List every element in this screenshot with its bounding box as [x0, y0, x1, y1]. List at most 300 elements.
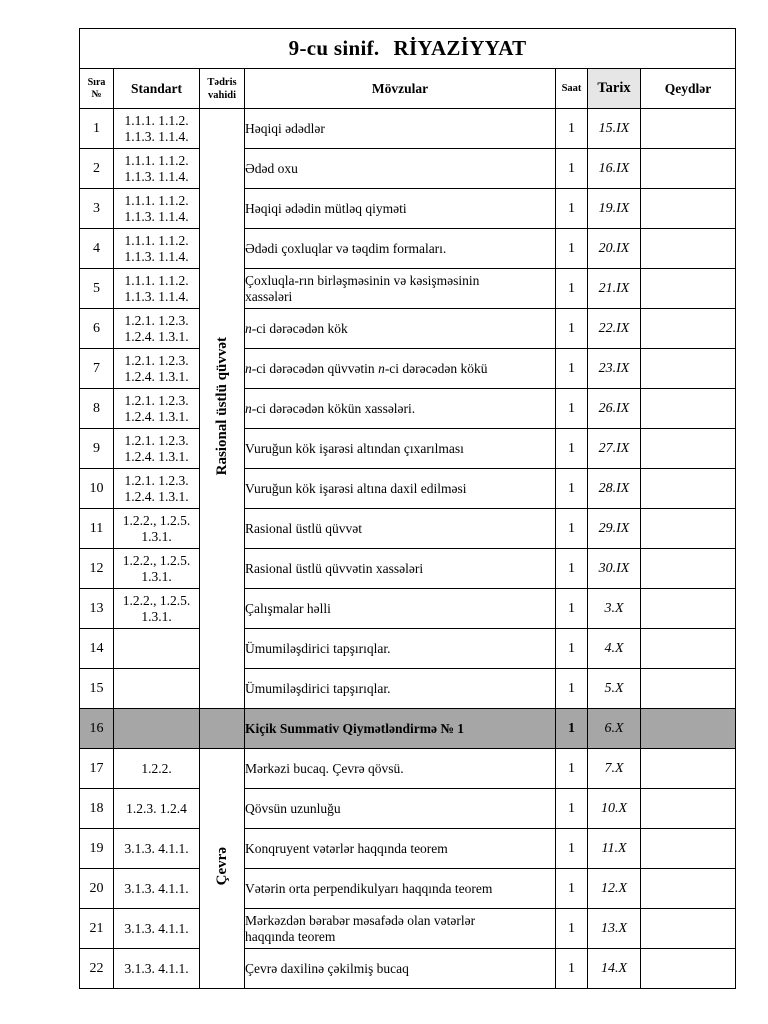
row-number — [80, 309, 114, 349]
table-row — [80, 549, 736, 589]
saat-value: 1 — [568, 160, 575, 176]
topic-text: -ci dərəcədən qüvvətin n-ci dərəcədən kökü — [251, 360, 488, 376]
tarix-value: 11.X — [601, 840, 627, 856]
table-row — [80, 509, 736, 549]
row-number-value: 9 — [93, 440, 100, 456]
row-qeyd — [641, 869, 736, 909]
saat-value: 1 — [568, 880, 575, 896]
saat-value: 1 — [568, 400, 575, 416]
topic-text: Vətərin orta perpendikulyarı haqqında teorem — [245, 880, 493, 896]
standart-line2: 1.3.1. — [141, 528, 172, 544]
row-number-value: 4 — [93, 240, 100, 256]
standart-line1: 1.2.3. 1.2.4 — [126, 800, 187, 816]
standart-line2: 1.2.4. 1.3.1. — [124, 448, 189, 464]
row-qeyd — [641, 469, 736, 509]
row-number-value: 15 — [89, 680, 104, 696]
row-number-value: 2 — [93, 160, 100, 176]
table-row — [80, 669, 736, 709]
saat-value: 1 — [568, 440, 575, 456]
row-qeyd — [641, 349, 736, 389]
table-row — [80, 149, 736, 189]
row-saat — [556, 629, 588, 669]
standart-line1: 3.1.3. 4.1.1. — [124, 920, 189, 936]
title-subject: RİYAZİYYAT — [393, 36, 527, 60]
tarix-value: 29.IX — [598, 520, 630, 536]
row-tarix — [588, 309, 641, 349]
row-standart — [114, 669, 200, 709]
saat-value: 1 — [568, 520, 575, 536]
row-qeyd — [641, 589, 736, 629]
row-number-value: 5 — [93, 280, 100, 296]
saat-value: 1 — [568, 600, 575, 616]
tarix-value: 15.IX — [598, 120, 630, 136]
tarix-value: 16.IX — [598, 160, 630, 176]
row-standart — [114, 509, 200, 549]
row-topic — [245, 429, 556, 469]
tarix-value: 23.IX — [598, 360, 630, 376]
topic-text: Mərkəzi bucaq. Çevrə qövsü. — [245, 760, 404, 776]
standart-line1: 1.2.2. — [141, 760, 172, 776]
topic-text: Mərkəzdən bərabər məsafədə olan vətərlər — [245, 912, 476, 928]
row-saat — [556, 429, 588, 469]
table-row — [80, 749, 736, 789]
teaching-unit-cell-empty — [200, 709, 245, 749]
tarix-value: 27.IX — [598, 440, 630, 456]
table-row — [80, 949, 736, 989]
row-number-value: 6 — [93, 320, 100, 336]
tarix-value: 14.X — [600, 960, 628, 976]
row-number-value: 20 — [89, 880, 104, 896]
row-saat — [556, 589, 588, 629]
table-header-row — [80, 69, 736, 109]
row-qeyd — [641, 549, 736, 589]
tarix-value: 30.IX — [598, 560, 630, 576]
row-qeyd — [641, 629, 736, 669]
table-row — [80, 429, 736, 469]
tarix-value: 5.X — [604, 680, 624, 696]
row-standart — [114, 589, 200, 629]
tarix-value: 4.X — [604, 640, 624, 656]
topic-text: Çevrə daxilinə çəkilmiş bucaq — [245, 960, 409, 976]
row-number-value: 13 — [89, 600, 104, 616]
tarix-value: 13.X — [600, 920, 628, 936]
topic-text-line2: haqqında teorem — [245, 928, 336, 944]
tarix-value: 6.X — [604, 720, 624, 736]
standart-line1: 1.2.1. 1.2.3. — [124, 312, 189, 328]
topic-text: Rasional üstlü qüvvət — [245, 520, 362, 536]
saat-value: 1 — [568, 760, 575, 776]
standart-line2: 1.1.3. 1.1.4. — [124, 248, 189, 264]
row-tarix — [588, 749, 641, 789]
standart-line2: 1.1.3. 1.1.4. — [124, 128, 189, 144]
row-number — [80, 149, 114, 189]
row-number-value: 19 — [89, 840, 104, 856]
row-tarix — [588, 429, 641, 469]
table-body — [80, 109, 736, 989]
topic-text: Həqiqi ədədin mütləq qiyməti — [245, 200, 407, 216]
row-saat — [556, 949, 588, 989]
standart-line2: 1.1.3. 1.1.4. — [124, 168, 189, 184]
row-number — [80, 509, 114, 549]
row-topic — [245, 789, 556, 829]
row-number — [80, 909, 114, 949]
row-number — [80, 669, 114, 709]
row-qeyd — [641, 429, 736, 469]
table-row — [80, 309, 736, 349]
row-number — [80, 389, 114, 429]
lesson-plan-table — [79, 28, 736, 989]
standart-line2: 1.1.3. 1.1.4. — [124, 288, 189, 304]
row-standart — [114, 549, 200, 589]
header-tedris-line2: vahidi — [207, 89, 236, 101]
row-topic — [245, 829, 556, 869]
row-standart — [114, 189, 200, 229]
standart-line1: 1.2.2., 1.2.5. — [122, 512, 191, 528]
row-standart — [114, 269, 200, 309]
saat-value: 1 — [568, 840, 575, 856]
saat-value: 1 — [568, 680, 575, 696]
row-standart — [114, 349, 200, 389]
standart-line2: 1.3.1. — [141, 608, 172, 624]
row-tarix — [588, 789, 641, 829]
row-qeyd — [641, 909, 736, 949]
row-saat — [556, 109, 588, 149]
row-tarix — [588, 389, 641, 429]
teaching-unit-label: Rasional üstlü qüvvət — [213, 336, 230, 476]
row-qeyd — [641, 749, 736, 789]
row-number-value: 12 — [89, 560, 104, 576]
row-saat — [556, 229, 588, 269]
standart-line1: 1.1.1. 1.1.2. — [124, 192, 189, 208]
row-standart — [114, 389, 200, 429]
topic-text: -ci dərəcədən kök — [251, 320, 348, 336]
row-standart — [114, 909, 200, 949]
topic-text: Ümumiləşdirici tapşırıqlar. — [245, 640, 391, 656]
tarix-value: 10.X — [600, 800, 628, 816]
row-saat — [556, 349, 588, 389]
row-tarix — [588, 149, 641, 189]
row-number — [80, 429, 114, 469]
row-number-value: 7 — [93, 360, 100, 376]
row-number — [80, 549, 114, 589]
table-row — [80, 909, 736, 949]
standart-line2: 1.2.4. 1.3.1. — [124, 408, 189, 424]
row-tarix — [588, 589, 641, 629]
topic-variable: n — [378, 360, 385, 376]
row-number — [80, 789, 114, 829]
standart-line1: 1.1.1. 1.1.2. — [124, 112, 189, 128]
standart-line1: 1.1.1. 1.1.2. — [124, 152, 189, 168]
row-number-value: 1 — [93, 120, 100, 136]
row-qeyd — [641, 669, 736, 709]
row-topic — [245, 629, 556, 669]
topic-text-line2: xassələri — [245, 288, 293, 304]
row-qeyd — [641, 789, 736, 829]
topic-text: Vuruğun kök işarəsi altından çıxarılması — [245, 440, 464, 456]
tarix-value: 22.IX — [598, 320, 630, 336]
row-standart — [114, 869, 200, 909]
row-qeyd — [641, 309, 736, 349]
header-sira-label: Sıra — [87, 76, 106, 88]
row-topic — [245, 229, 556, 269]
table-row — [80, 469, 736, 509]
row-number — [80, 869, 114, 909]
tarix-value: 19.IX — [598, 200, 630, 216]
row-tarix — [588, 829, 641, 869]
row-qeyd — [641, 189, 736, 229]
standart-line2: 1.1.3. 1.1.4. — [124, 208, 189, 224]
row-standart — [114, 949, 200, 989]
row-tarix — [588, 949, 641, 989]
row-saat — [556, 509, 588, 549]
row-qeyd — [641, 829, 736, 869]
table-row — [80, 829, 736, 869]
saat-value: 1 — [568, 920, 575, 936]
row-qeyd — [641, 949, 736, 989]
row-tarix — [588, 709, 641, 749]
topic-text: Kiçik Summativ Qiymətləndirmə № 1 — [245, 720, 465, 736]
table-row — [80, 269, 736, 309]
row-saat — [556, 709, 588, 749]
row-topic — [245, 909, 556, 949]
row-standart — [114, 749, 200, 789]
row-number — [80, 629, 114, 669]
teaching-unit-cell — [200, 749, 245, 989]
title-grade: 9-cu sinif. — [288, 36, 380, 60]
topic-text: Ümumiləşdirici tapşırıqlar. — [245, 680, 391, 696]
standart-line2: 1.2.4. 1.3.1. — [124, 368, 189, 384]
standart-line2: 1.2.4. 1.3.1. — [124, 488, 189, 504]
saat-value: 1 — [568, 480, 575, 496]
saat-value: 1 — [568, 960, 575, 976]
row-standart — [114, 709, 200, 749]
row-number-value: 21 — [89, 920, 104, 936]
saat-value: 1 — [568, 280, 575, 296]
row-standart — [114, 229, 200, 269]
row-tarix — [588, 229, 641, 269]
header-sira-number-sign: № — [91, 88, 102, 100]
table-row — [80, 789, 736, 829]
row-tarix — [588, 269, 641, 309]
row-topic — [245, 109, 556, 149]
row-topic — [245, 269, 556, 309]
row-topic — [245, 709, 556, 749]
saat-value: 1 — [568, 640, 575, 656]
row-number-value: 3 — [93, 200, 100, 216]
row-tarix — [588, 909, 641, 949]
row-qeyd — [641, 109, 736, 149]
page-title — [80, 29, 736, 69]
teaching-unit-cell — [200, 109, 245, 709]
row-tarix — [588, 469, 641, 509]
row-number — [80, 709, 114, 749]
row-number — [80, 589, 114, 629]
saat-value: 1 — [568, 560, 575, 576]
row-topic — [245, 349, 556, 389]
topic-text: Qövsün uzunluğu — [245, 800, 341, 816]
row-saat — [556, 269, 588, 309]
topic-text: Vuruğun kök işarəsi altına daxil edilməsi — [245, 480, 467, 496]
saat-value: 1 — [568, 200, 575, 216]
header-movzular: Mövzular — [245, 69, 556, 109]
topic-text: Çoxluqla-rın birləşməsinin və kəsişməsinin — [245, 272, 480, 288]
topic-text: Ədəd oxu — [245, 160, 298, 176]
row-topic — [245, 549, 556, 589]
row-qeyd — [641, 389, 736, 429]
table-row — [80, 109, 736, 149]
standart-line1: 1.2.1. 1.2.3. — [124, 472, 189, 488]
saat-value: 1 — [568, 120, 575, 136]
topic-text: Çalışmalar həlli — [245, 600, 331, 616]
standart-line2: 1.3.1. — [141, 568, 172, 584]
table-row — [80, 229, 736, 269]
topic-variable: n — [245, 360, 252, 376]
topic-variable: n — [245, 320, 252, 336]
row-standart — [114, 789, 200, 829]
topic-variable: n — [245, 400, 252, 416]
row-saat — [556, 669, 588, 709]
row-number — [80, 949, 114, 989]
row-qeyd — [641, 269, 736, 309]
row-saat — [556, 389, 588, 429]
table-row — [80, 629, 736, 669]
header-standart: Standart — [114, 69, 200, 109]
row-number — [80, 469, 114, 509]
standart-line1: 1.2.2., 1.2.5. — [122, 592, 191, 608]
row-tarix — [588, 669, 641, 709]
tarix-value: 20.IX — [598, 240, 630, 256]
standart-line1: 1.1.1. 1.1.2. — [124, 232, 189, 248]
standart-line1: 3.1.3. 4.1.1. — [124, 880, 189, 896]
row-number — [80, 189, 114, 229]
row-topic — [245, 189, 556, 229]
topic-text: Ədədi çoxluqlar və təqdim formaları. — [245, 240, 447, 256]
standart-line2: 1.2.4. 1.3.1. — [124, 328, 189, 344]
header-qeydler: Qeydlər — [641, 69, 736, 109]
row-number — [80, 229, 114, 269]
row-number — [80, 109, 114, 149]
tarix-value: 28.IX — [598, 480, 630, 496]
table-row — [80, 589, 736, 629]
row-topic — [245, 389, 556, 429]
row-number-value: 22 — [89, 960, 104, 976]
row-qeyd — [641, 709, 736, 749]
row-tarix — [588, 629, 641, 669]
row-standart — [114, 309, 200, 349]
tarix-value: 7.X — [604, 760, 624, 776]
row-number-value: 16 — [89, 720, 104, 736]
header-saat: Saat — [556, 69, 588, 109]
standart-line1: 1.1.1. 1.1.2. — [124, 272, 189, 288]
row-topic — [245, 749, 556, 789]
row-saat — [556, 789, 588, 829]
table-row — [80, 869, 736, 909]
row-number — [80, 749, 114, 789]
header-sira — [80, 69, 114, 109]
standart-line1: 3.1.3. 4.1.1. — [124, 840, 189, 856]
row-topic — [245, 149, 556, 189]
row-topic — [245, 869, 556, 909]
row-topic — [245, 469, 556, 509]
saat-value: 1 — [568, 240, 575, 256]
row-saat — [556, 869, 588, 909]
row-number — [80, 349, 114, 389]
tarix-value: 21.IX — [598, 280, 630, 296]
row-tarix — [588, 869, 641, 909]
row-tarix — [588, 109, 641, 149]
standart-line1: 1.2.1. 1.2.3. — [124, 352, 189, 368]
saat-value: 1 — [568, 720, 575, 736]
header-tarix: Tarix — [588, 69, 641, 109]
header-tedris-vahidi — [200, 69, 245, 109]
row-tarix — [588, 349, 641, 389]
tarix-value: 3.X — [604, 600, 624, 616]
row-number — [80, 269, 114, 309]
teaching-unit-label: Çevrə — [213, 846, 230, 886]
row-number-value: 10 — [89, 480, 104, 496]
standart-line1: 1.2.1. 1.2.3. — [124, 432, 189, 448]
header-tedris-line1: Tədris — [207, 76, 237, 88]
row-tarix — [588, 189, 641, 229]
row-topic — [245, 309, 556, 349]
row-standart — [114, 149, 200, 189]
row-standart — [114, 829, 200, 869]
row-topic — [245, 589, 556, 629]
standart-line1: 1.2.1. 1.2.3. — [124, 392, 189, 408]
saat-value: 1 — [568, 360, 575, 376]
topic-text: -ci dərəcədən kökün xassələri. — [251, 400, 416, 416]
row-standart — [114, 429, 200, 469]
tarix-value: 26.IX — [598, 400, 630, 416]
row-topic — [245, 509, 556, 549]
row-saat — [556, 829, 588, 869]
row-number-value: 8 — [93, 400, 100, 416]
tarix-value: 12.X — [600, 880, 628, 896]
topic-text: Konqruyent vətərlər haqqında teorem — [245, 840, 448, 856]
row-standart — [114, 629, 200, 669]
saat-value: 1 — [568, 320, 575, 336]
row-standart — [114, 469, 200, 509]
row-topic — [245, 949, 556, 989]
standart-line1: 1.2.2., 1.2.5. — [122, 552, 191, 568]
standart-line1: 3.1.3. 4.1.1. — [124, 960, 189, 976]
row-saat — [556, 469, 588, 509]
row-tarix — [588, 549, 641, 589]
row-qeyd — [641, 229, 736, 269]
topic-text: Rasional üstlü qüvvətin xassələri — [245, 560, 424, 576]
row-saat — [556, 549, 588, 589]
row-saat — [556, 909, 588, 949]
row-number-value: 11 — [89, 520, 104, 536]
row-saat — [556, 749, 588, 789]
row-topic — [245, 669, 556, 709]
table-row — [80, 189, 736, 229]
row-number-value: 17 — [89, 760, 104, 776]
row-standart — [114, 109, 200, 149]
row-tarix — [588, 509, 641, 549]
row-number-value: 14 — [89, 640, 104, 656]
saat-value: 1 — [568, 800, 575, 816]
row-saat — [556, 309, 588, 349]
row-saat — [556, 149, 588, 189]
row-qeyd — [641, 509, 736, 549]
row-saat — [556, 189, 588, 229]
summative-row — [80, 709, 736, 749]
table-row — [80, 389, 736, 429]
row-number — [80, 829, 114, 869]
topic-text: Həqiqi ədədlər — [245, 120, 325, 136]
row-qeyd — [641, 149, 736, 189]
